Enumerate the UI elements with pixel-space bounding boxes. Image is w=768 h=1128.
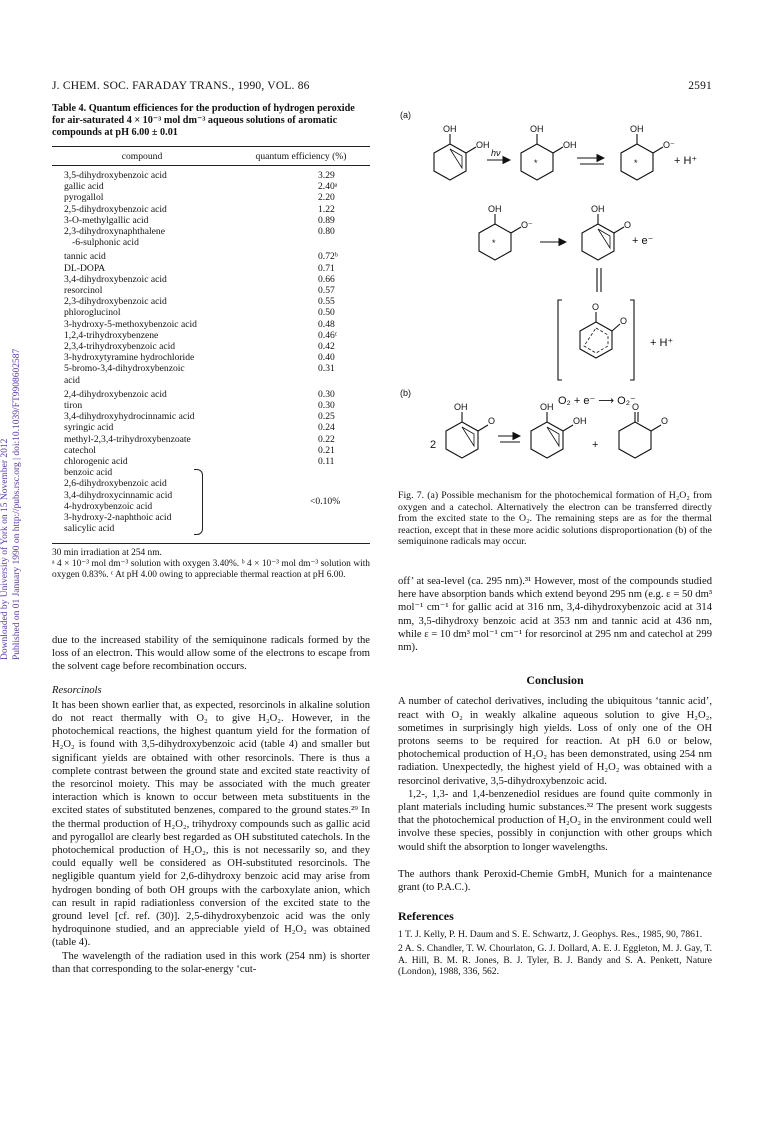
- efficiency-cell: 0.25: [318, 411, 335, 423]
- table-row: [52, 319, 370, 330]
- efficiency-cell: 0.24: [318, 422, 335, 434]
- table-row: [52, 330, 370, 341]
- efficiency-cell: 0.66: [318, 273, 335, 285]
- efficiency-cell: 0.50: [318, 307, 335, 319]
- table-row: [52, 411, 370, 422]
- table-caption: Table 4. Quantum efficiences for the production of hydrogen peroxide for air-saturated 4 × 10⁻³ mol dm⁻³ aqueous solutions of aromatic compounds at pH 6.00 ± 0.01: [52, 103, 355, 138]
- table-header: [52, 147, 370, 165]
- excited-star: *: [492, 238, 496, 248]
- efficiency-cell: 0.40: [318, 352, 335, 364]
- compound-cell: resorcinol: [64, 285, 103, 297]
- table-row: [52, 375, 370, 386]
- excited-star: *: [534, 158, 538, 168]
- running-header: [52, 80, 712, 92]
- reference-1: 1 T. J. Kelly, P. H. Daum and S. E. Schwartz, J. Geophys. Res., 1985, 90, 7861.: [398, 929, 703, 941]
- group-value: <0.10%: [310, 496, 341, 508]
- compound-cell: phloroglucinol: [64, 307, 121, 319]
- oh-label: OH: [454, 402, 468, 412]
- figure-7: [392, 100, 722, 480]
- efficiency-cell: 0.31: [318, 363, 335, 375]
- compound-cell: 2,3-dihydroxynaphthalene: [64, 226, 165, 238]
- group-row: 3,4-dihydroxycinnamic acid: [64, 489, 173, 501]
- published-notice[interactable]: Published on 01 January 1990 on http://pubs.rsc.org | doi:10.1039/FT9908602587: [12, 348, 22, 660]
- efficiency-cell: 0.89: [318, 214, 335, 226]
- group-row: salicylic acid: [64, 523, 115, 535]
- mechanism-diagram: [392, 100, 722, 480]
- paragraph-semiquinone: due to the increased stability of the semiquinone radicals formed by the loss of an electron. This would allow some of the electrons to escape from the solvent cage before recombination occurs.: [52, 635, 370, 673]
- reference-2: 2 A. S. Chandler, T. W. Chourlaton, G. J. Dollard, A. E. J. Eggleton, M. J. Gay, T. A. Hill, B. M. R. Jones, B. J. Tyler, B. J. Bandy and S. A. Penkett, Nature (London), 1988, 336, 562.: [398, 943, 712, 978]
- conclusion-paragraph-1: A number of catechol derivatives, including the ubiquitous ‘tannic acid’, react with O₂ in weakly alkaline aqueous solution to give H₂O₂, sometimes in surprisingly high yields. Loss of only one of the OH protons seems to be required for reaction. At pH 6.0 or below, photochemical production of H₂O₂ has been demonstrated, using 254 nm radiation. Unexpectedly, the highest yield of H₂O₂ was obtained with a resorcinol derivative, 3,5-dihydroxybenzoic acid.: [398, 696, 712, 787]
- o-radical-label: O: [624, 220, 632, 230]
- oh-label: OH: [476, 140, 490, 150]
- table-footnote-1: 30 min irradiation at 254 nm.: [52, 547, 162, 558]
- header-compound: compound: [121, 151, 163, 162]
- coefficient-two: 2: [430, 439, 437, 451]
- table-row: [52, 296, 370, 307]
- compound-cell: syringic acid: [64, 422, 114, 434]
- compound-cell: 2,4-dihydroxybenzoic acid: [64, 388, 167, 400]
- group-row: 2,6-dihydroxybenzoic acid: [64, 478, 167, 490]
- compound-cell: gallic acid: [64, 181, 104, 193]
- compound-cell: acid: [64, 374, 80, 386]
- table-row: [52, 422, 370, 433]
- efficiency-cell: 0.72ᵇ: [318, 251, 338, 263]
- table-footnote-2: ᵃ 4 × 10⁻³ mol dm⁻³ solution with oxygen 3.40%. ᵇ 4 × 10⁻³ mol dm⁻³ solution with oxygen 0.83%. ᶜ At pH 4.00 owing to appreciable thermal reaction at pH 6.00.: [52, 558, 370, 581]
- hv-label: hν: [491, 148, 501, 158]
- table-row: [52, 363, 370, 374]
- efficiency-cell: 0.46ᶜ: [318, 329, 338, 341]
- table-row: [52, 456, 370, 467]
- compound-cell: catechol: [64, 444, 96, 456]
- compound-cell: 3,4-dihydroxybenzoic acid: [64, 273, 167, 285]
- efficiency-cell: 0.22: [318, 433, 335, 445]
- page-number: 2591: [688, 80, 712, 92]
- group-row: 4-hydroxybenzoic acid: [64, 500, 153, 512]
- table-group: [52, 467, 370, 534]
- table-row: [52, 352, 370, 363]
- efficiency-cell: 0.30: [318, 400, 335, 412]
- conclusion-heading: Conclusion: [526, 673, 584, 688]
- compound-cell: DL-DOPA: [64, 262, 106, 274]
- o-label: O: [592, 302, 600, 312]
- table-bottom-rule: [52, 543, 370, 544]
- efficiency-cell: 0.21: [318, 444, 335, 456]
- compound-cell: tannic acid: [64, 251, 106, 263]
- group-row: 3-hydroxy-2-naphthoic acid: [64, 512, 172, 524]
- oh-label: OH: [443, 124, 457, 134]
- table-body: [52, 170, 370, 467]
- plus-sign: +: [592, 439, 599, 451]
- efficiency-cell: 0.55: [318, 296, 335, 308]
- table-row: [52, 263, 370, 274]
- group-row: benzoic acid: [64, 467, 113, 479]
- efficiency-cell: [326, 237, 370, 248]
- download-sidebar: [0, 260, 22, 660]
- o-minus-label: O⁻: [663, 140, 675, 150]
- efficiency-cell: 0.57: [318, 285, 335, 297]
- compound-cell: 3-hydroxytyramine hydrochloride: [64, 352, 195, 364]
- quinone-ring: [619, 422, 651, 458]
- table-row: [52, 307, 370, 318]
- figure-caption: Fig. 7. (a) Possible mechanism for the photochemical formation of H₂O₂ from oxygen and a catechol. Alternatively the electron can be transferred directly from the excited state to the O₂. The remaining steps are as for the thermal reaction, except that in these more acidic solutions disproportionation (b) of the semiquinone radicals may occur.: [398, 490, 712, 548]
- efficiency-cell: 0.11: [318, 456, 335, 468]
- superoxide-equation: O₂ + e⁻ ⟶ O₂⁻: [558, 395, 636, 407]
- journal-citation: J. CHEM. SOC. FARADAY TRANS., 1990, VOL. 86: [52, 80, 310, 92]
- table-row: [52, 192, 370, 203]
- table-row: [52, 226, 370, 237]
- efficiency-cell: 2.40ᵃ: [318, 181, 338, 193]
- compound-cell: 3,4-dihydroxyhydrocinnamic acid: [64, 411, 195, 423]
- left-column-text: [52, 634, 370, 976]
- table-row: [52, 389, 370, 400]
- excited-star: *: [634, 158, 638, 168]
- compound-cell: chlorogenic acid: [64, 456, 128, 468]
- efficiency-cell: 3.29: [318, 170, 335, 181]
- compound-cell: 2,3,4-trihydroxybenzoic acid: [64, 341, 176, 353]
- efficiency-cell: 0.71: [318, 262, 335, 274]
- label-a: (a): [400, 110, 411, 120]
- efficiency-cell: 0.80: [318, 226, 335, 238]
- compound-cell: 3-hydroxy-5-methoxybenzoic acid: [64, 318, 197, 330]
- table-row: [52, 434, 370, 445]
- plus-e-label: + e⁻: [632, 235, 654, 247]
- compound-cell: 3,5-dihydroxybenzoic acid: [64, 170, 167, 181]
- plus-h-label: + H⁺: [674, 155, 698, 167]
- header-quantum-efficiency: quantum efficiency (%): [255, 151, 347, 162]
- o-minus-label: O⁻: [521, 220, 533, 230]
- oh-label: OH: [630, 124, 644, 134]
- radical-anion-ring: [580, 322, 612, 358]
- table-row: [52, 181, 370, 192]
- table-row: [52, 204, 370, 215]
- table-row: [52, 274, 370, 285]
- label-b: (b): [400, 388, 411, 398]
- table-row: [52, 215, 370, 226]
- oh-label: OH: [563, 140, 577, 150]
- compound-cell: tiron: [64, 400, 83, 412]
- compound-cell: 2,3-dihydroxybenzoic acid: [64, 296, 167, 308]
- downloaded-notice: Downloaded by University of York on 15 November 2012: [0, 438, 10, 660]
- table-header-rule: [52, 165, 370, 166]
- efficiency-cell: 0.30: [318, 388, 335, 400]
- o-label: O: [620, 316, 628, 326]
- references-heading: References: [398, 909, 454, 924]
- compound-cell: 5-bromo-3,4-dihydroxybenzoic: [64, 363, 185, 375]
- table-row: [52, 445, 370, 456]
- efficiency-cell: 2.20: [318, 192, 335, 204]
- oh-label: OH: [573, 416, 587, 426]
- o-label: O: [661, 416, 669, 426]
- efficiency-cell: [318, 375, 370, 386]
- efficiency-cell: 0.42: [318, 341, 335, 353]
- right-column-text: [398, 575, 712, 978]
- paragraph-resorcinols: It has been shown earlier that, as expected, resorcinols in alkaline solution do not react thermally with O₂ to give H₂O₂. However, in the photochemical reactions, the highest quantum yield for the formation of H₂O₂ is found with 3,5-dihydroxybenzoic acid (table 4) and smaller but significant yields are obtained with other resorcinols. There is thus a complete contrast between the ground state and excited state reactivity of the resorcinol moiety. This may be associated with the much greater interaction which is known to occur between meta substituents in the excited states of substituted benzenes, compared to the ground states.²⁹ In the thermal production of H₂O₂, trihydroxy compounds such as gallic acid and pyrogallol are clearly best regarded as OH substituted catechols. In the photochemical production of H₂O₂, this is not necessarily so, and they could equally well be considered as OH-substituted resorcinols. The negligible quantum yield for 2,6-dihydroxy benzoic acid may arise from hydrogen bonding of both OH groups with the carboxylate anion, which can result in rapid radiationless conversion of the excited state to the ground level [cf. ref. (30)]. 2,5-dihydroxybenzoic acid was the only hydroquinone studied, and an appreciable yield of H₂O₂ was obtained (table 4).: [52, 699, 370, 949]
- table-row: [52, 251, 370, 262]
- paragraph-wavelength: The wavelength of the radiation used in this work (254 nm) is shorter than that corresponding to the solar-energy ‘cut-: [52, 950, 370, 975]
- quantum-efficiency-table: [52, 146, 370, 582]
- oh-label: OH: [591, 204, 605, 214]
- table-row: [52, 170, 370, 181]
- compound-cell: 1,2,4-trihydroxybenzene: [64, 329, 159, 341]
- efficiency-cell: 1.22: [318, 203, 335, 215]
- acknowledgement: The authors thank Peroxid-Chemie GmbH, Munich for a maintenance grant (to P.A.C.).: [398, 868, 712, 894]
- o-label: O: [632, 402, 640, 412]
- table-row: [52, 285, 370, 296]
- table-row: [52, 341, 370, 352]
- oh-label: OH: [530, 124, 544, 134]
- compound-cell: methyl-2,3,4-trihydroxybenzoate: [64, 433, 191, 445]
- compound-cell: 3-O-methylgallic acid: [64, 214, 149, 226]
- oh-label: OH: [488, 204, 502, 214]
- efficiency-cell: 0.48: [318, 318, 335, 330]
- group-brace: [194, 469, 203, 535]
- oh-label: OH: [540, 402, 554, 412]
- table-row: [52, 400, 370, 411]
- conclusion-paragraph-2: 1,2-, 1,3- and 1,4-benzenediol residues are found quite commonly in plant materials including humic substances.³² The present work suggests that the photochemical production of H₂O₂ in the environment could well involve these species, possibly in conjunction with other groups which would shift the absorption to longer wavelengths.: [398, 788, 712, 853]
- plus-h-label: + H⁺: [650, 337, 674, 349]
- compound-cell: -6-sulphonic acid: [72, 237, 139, 249]
- resorcinols-heading: Resorcinols: [52, 684, 102, 696]
- compound-cell: 2,5-dihydroxybenzoic acid: [64, 203, 167, 215]
- compound-cell: pyrogallol: [64, 192, 104, 204]
- table-row: [52, 237, 370, 248]
- o-radical-label: O: [488, 416, 496, 426]
- paragraph-cutoff: off’ at sea-level (ca. 295 nm).³¹ However, most of the compounds studied here have absorption bands which extend beyond 295 nm (e.g. ε = 50 dm³ mol⁻¹ cm⁻¹ for gallic acid at 316 nm, 3,4-dihydroxybenzoic acid at 314 nm, 3,5-dihydroxy benzoic acid at 353 nm and tannic acid at 436 nm, while ε = 10 dm³ mol⁻¹ cm⁻¹ for resorcinol at 295 nm and catechol at 299 nm).: [398, 576, 712, 654]
